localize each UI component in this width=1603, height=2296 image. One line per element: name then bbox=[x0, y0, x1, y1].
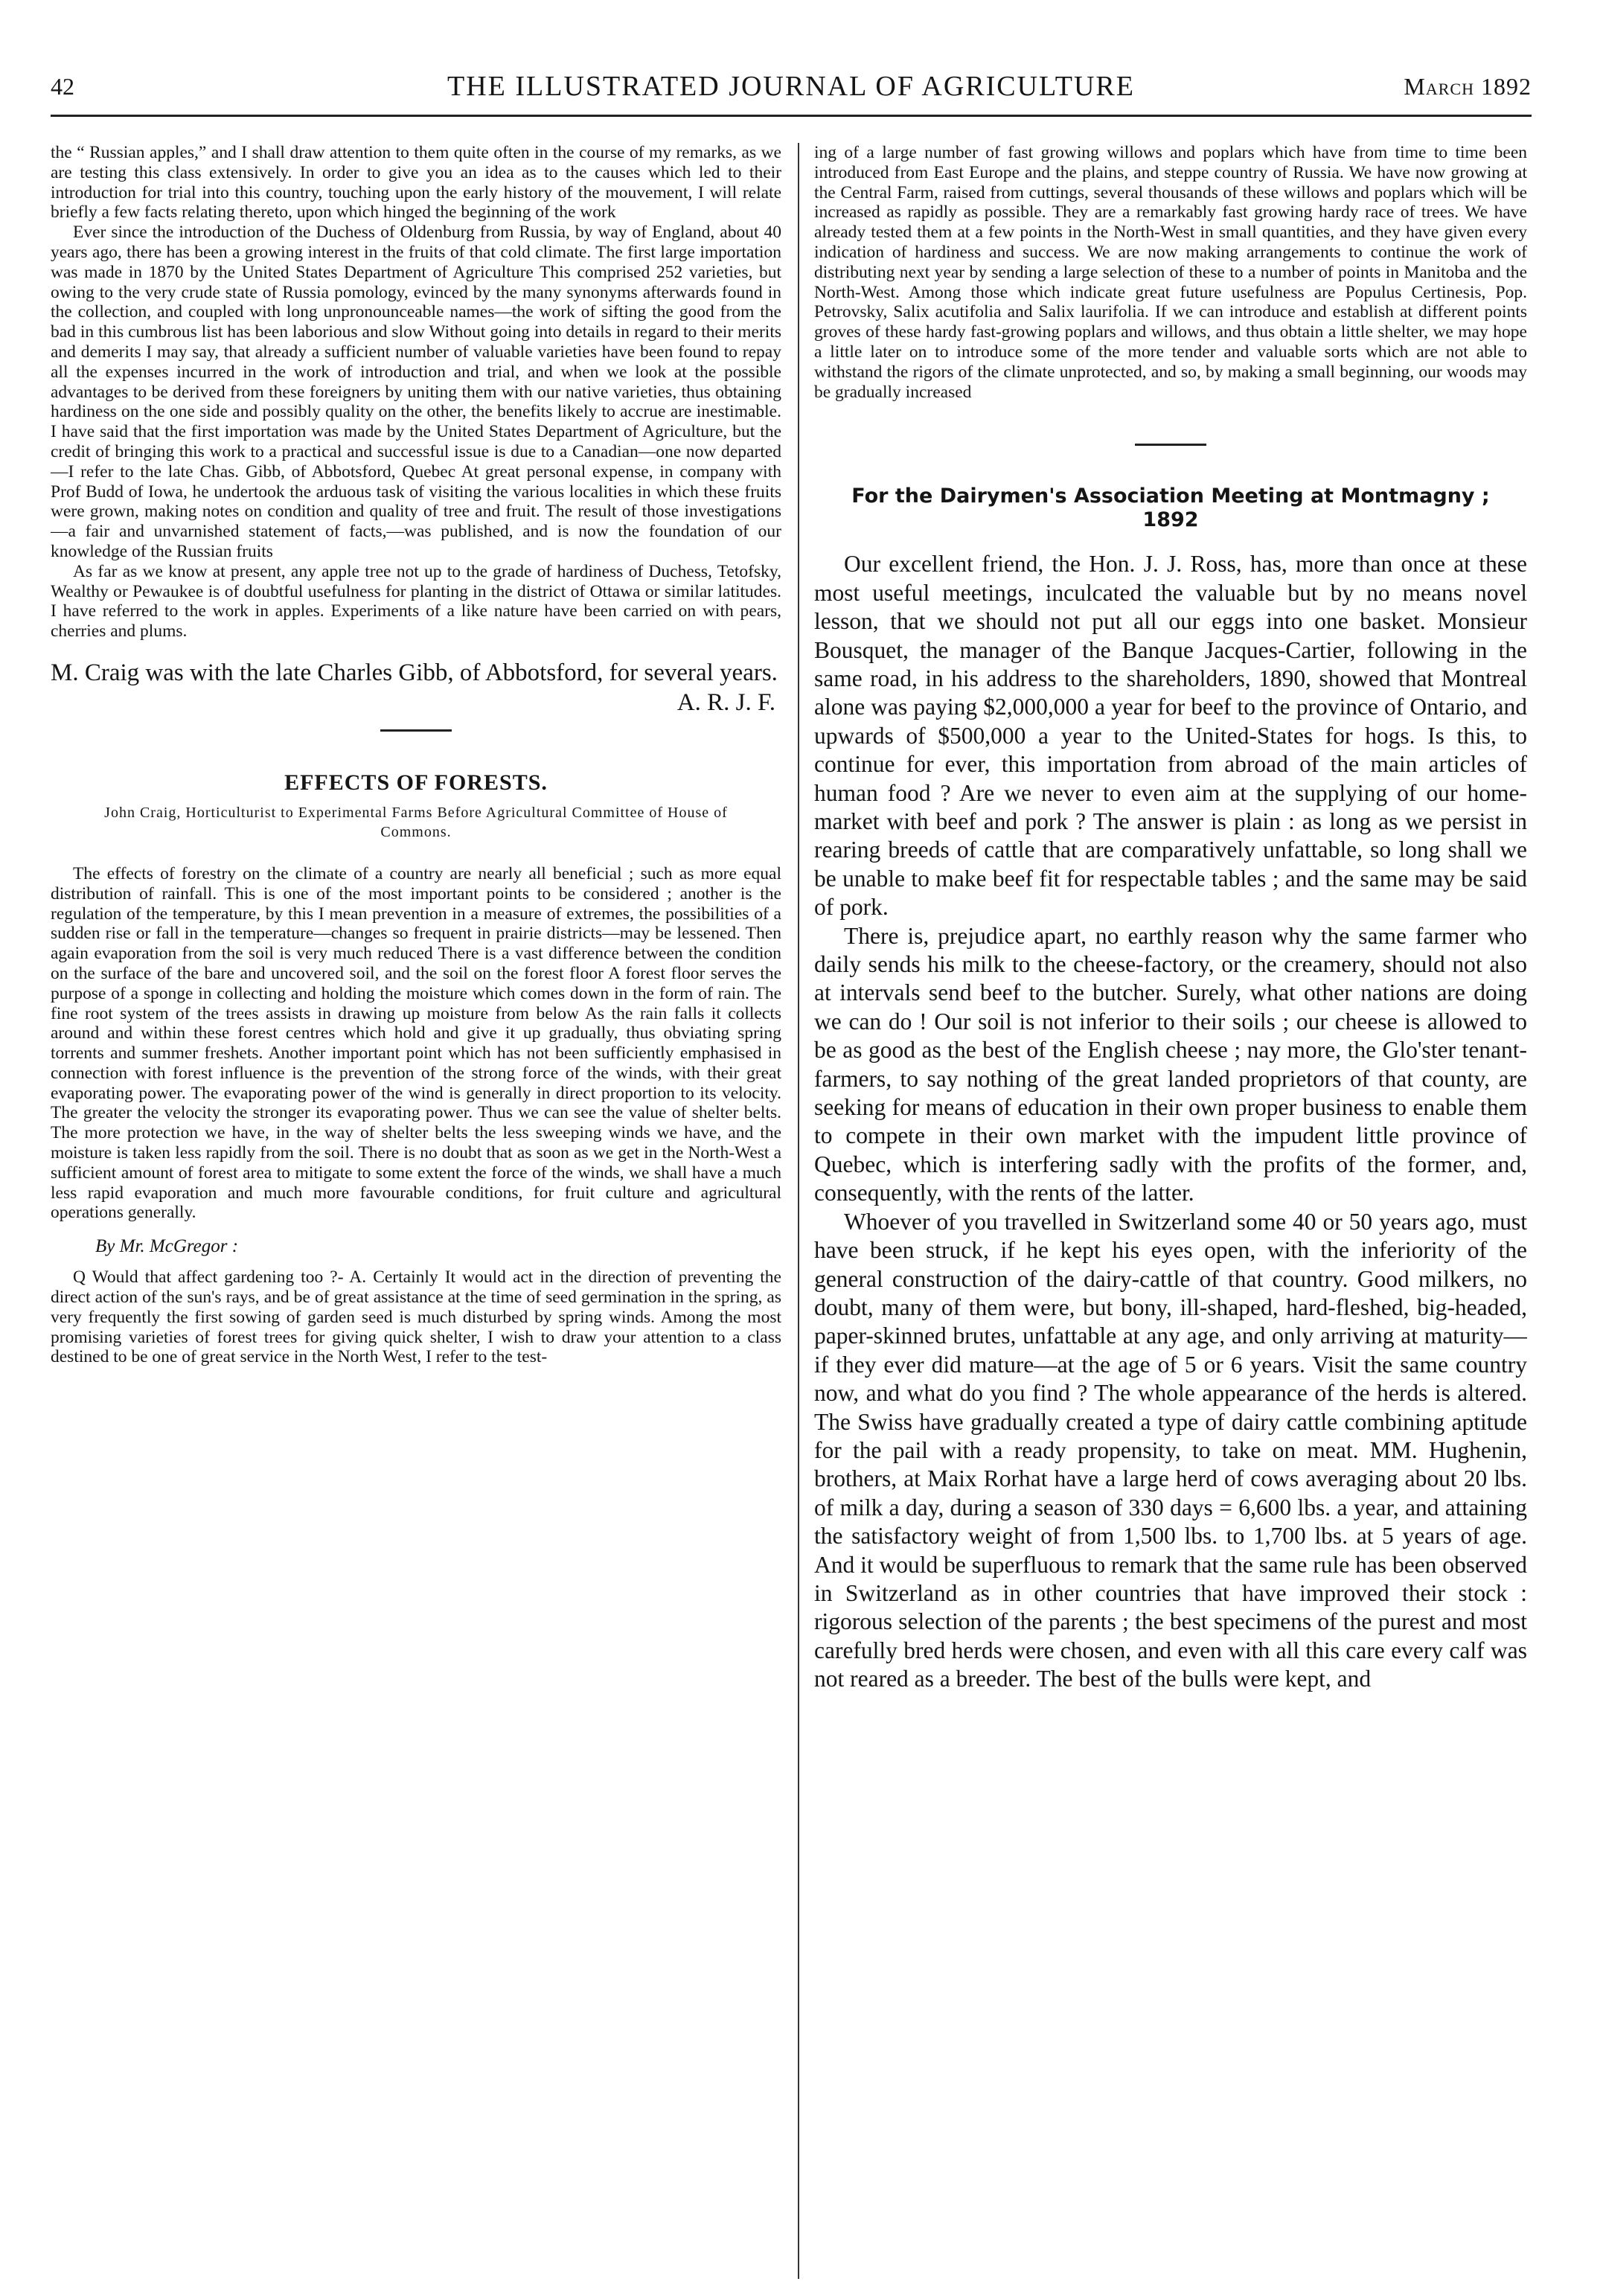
article-title: For the Dairymen's Association Meeting at Montmagny ; 1892 bbox=[851, 485, 1490, 532]
article-paragraph: There is, prejudice apart, no earthly reason why the same farmer who daily sends his milk to the cheese-factory, or the creamery, should not also at intervals send beef to the butcher. Surely, what other nations are doing we can do ! Our soil is not inferior to their soils ; our cheese is allowed to be as good as the best of the English cheese ; nay more, the Glo'ster tenant-farmers, to say nothing of the great landed proprietors of that county, are seeking for means of education in their own proper business to enable them to compete in their own market with the impudent little province of Quebec, which is interfering sadly with the profits of the former, and, consequently, with the rents of the latter. bbox=[814, 922, 1527, 1206]
article-paragraph: Whoever of you travelled in Switzerland some 40 or 50 years ago, must have been struck, if he kept his eyes open, with the inferiority of the general construction of the dairy-cattle of that country. Good milkers, no doubt, many of them were, but bony, ill-shaped, hard-fleshed, big-headed, paper-skinned brutes, unfattable at any age, and only arriving at maturity—if they ever did mature—at the age of 5 or 6 years. Visit the same country now, and what do you find ? The whole appearance of the herds is altered. The Swiss have gradually created a type of dairy cattle combining aptitude for the pail with a ready propensity, to take on meat. MM. Hughenin, brothers, at Maix Rorhat have a large herd of cows averaging about 20 lbs. of milk a day, during a season of 330 days = 6,600 lbs. a year, and attaining the satisfactory weight of from 1,500 lbs. to 1,700 lbs. at 5 years of age. And it would be superfluous to remark that the same rule has been observed in Switzerland as in other countries that have improved their stock : rigorous selection of the parents ; the best specimens of the purest and most carefully bred herds were chosen, and even with all this care every calf was not reared as a breeder. The best of the bulls were kept, and bbox=[814, 1208, 1527, 1692]
section-divider bbox=[1135, 444, 1206, 446]
journal-title: THE ILLUSTRATED JOURNAL OF AGRICULTURE bbox=[447, 71, 1135, 102]
article-paragraph: Our excellent friend, the Hon. J. J. Ross, has, more than once at these most useful meetings, inculcated the valuable but by no means novel lesson, that we should not put all our eggs into one basket. Monsieur Bousquet, the manager of the Banque Jacques-Cartier, following in the same road, in his address to the shareholders, 1890, showed that Montreal alone was paying $2,000,000 a year for beef to the province of Ontario, and upwards of $500,000 a year to the United-States for hogs. Is this, to continue for ever, this importation from abroad of the main articles of human food ? Are we never to even aim at the supplying of our home-market with beef and pork ? The answer is plain : as long as we persist in rearing breeds of cattle that are comparatively unfattable, so long shall we be unable to make beef fit for respectable tables ; and the same may be said of pork. bbox=[814, 551, 1527, 921]
article-byline: John Craig, Horticulturist to Experimental Farms Before Agricultural Committee of House of Commons. bbox=[104, 804, 728, 840]
page-number: 42 bbox=[51, 73, 74, 100]
issue-date: March 1892 bbox=[1404, 73, 1532, 100]
editor-initials: A. R. J. F. bbox=[676, 688, 775, 716]
page-header bbox=[51, 70, 1532, 115]
editor-note bbox=[51, 658, 781, 716]
editor-note-text: M. Craig was with the late Charles Gibb, of Abbotsford, for several years. bbox=[51, 659, 778, 686]
article-title: EFFECTS OF FORESTS. bbox=[284, 770, 548, 795]
left-column bbox=[51, 143, 781, 2279]
section-divider bbox=[380, 729, 452, 732]
header-rule bbox=[51, 115, 1532, 117]
article-continuation: ing of a large number of fast growing willows and poplars which have from time to time been introduced from East Europe and the plains, and steppe country of Russia. We have now growing at the Central Farm, raised from cuttings, several thousands of these willows and poplars which will be increased as rapidly as possible. They are a remarkably fast growing hardy race of trees. We have already tested them at a few points in the North-West in small quantities, and they have given every indication of hardiness and success. We are now making arrangements to continue the work of distributing next year by sending a large selection of these to a number of points in Manitoba and the North-West. Among those which indicate great future usefulness are Populus Certinesis, Pop. Petrovsky, Salix acutifolia and Salix laurifolia. If we can introduce and establish at different points groves of these hardy fast-growing poplars and willows, and thus obtain a little shelter, we may hope a little later on to introduce some of the more tender and valuable sorts which are not able to withstand the rigors of the climate unprotected, and so, by making a small beginning, our woods may be gradually increased bbox=[814, 143, 1527, 402]
article-paragraph: the “ Russian apples,” and I shall draw attention to them quite often in the course of my remarks, as we are testing this class extensively. In order to give you an idea as to the causes which led to their introduction for trial into this country, touching upon the early history of the mouvement, I will relate briefly a few facts relating thereto, upon which hinged the beginning of the work bbox=[51, 143, 781, 223]
right-column bbox=[814, 143, 1527, 2279]
article-paragraph: Ever since the introduction of the Duchess of Oldenburg from Russia, by way of England, about 40 years ago, there has been a growing interest in the fruits of that cold climate. The first large importation was made in 1870 by the United States Department of Agriculture This comprised 252 varieties, but owing to the very crude state of Russia pomology, evinced by the many synonyms afterwards found in the collection, and coupled with long unpronounceable names—the work of sifting the good from the bad in this cumbrous list has been laborious and slow Without going into details in regard to their merits and demerits I may say, that already a sufficient number of valuable varieties have been found to repay all the expenses incurred in the work of introduction and trial, and when we look at the possible advantages to be derived from these foreigners by uniting them with our native varieties, thus obtaining hardiness on the one side and possibly quality on the other, the benefits likely to accrue are inestimable. I have said that the first importation was made by the United States Department of Agriculture, but the credit of bringing this work to a practical and successful issue is due to a Canadian—one now departed—I refer to the late Chas. Gibb, of Abbotsford, Quebec At great personal expense, in company with Prof Budd of Iowa, he undertook the arduous task of visiting the various localities in which these fruits were grown, making notes on condition and quality of tree and fruit. The result of those investigations—a fair and unvarnished statement of facts,—was published, and is now the foundation of our knowledge of the Russian fruits bbox=[51, 223, 781, 561]
article-paragraph: As far as we know at present, any apple tree not up to the grade of hardiness of Duchess, Tetofsky, Wealthy or Pewaukee is of doubtful usefulness for planting in the district of Ottawa or similar latitudes. I have referred to the work in apples. Experiments of a like nature have been carried on with pears, cherries and plums. bbox=[51, 561, 781, 642]
question-answer-paragraph: Q Would that affect gardening too ?- A. Certainly It would act in the direction of preventing the direct action of the sun's rays, and be of great assistance at the time of seed germination in the spring, as very frequently the first sowing of garden seed is much disturbed by spring winds. Among the most promising varieties of forest trees for giving quick shelter, I wish to draw your attention to a class destined to be one of great service in the North West, I refer to the test- bbox=[51, 1267, 781, 1367]
dairymen-article bbox=[814, 485, 1527, 1693]
column-divider bbox=[798, 143, 799, 2279]
interviewer-label: By Mr. McGregor : bbox=[95, 1236, 239, 1257]
article-paragraph: The effects of forestry on the climate of a country are nearly all beneficial ; such as more equal distribution of rainfall. This is one of the most important points to be considered ; another is the regulation of the temperature, by this I mean prevention in a measure of extremes, the possibilities of a sudden rise or fall in the temperature—changes so frequent in prairie districts—may be lessened. Then again evaporation from the soil is very much reduced There is a vast difference between the condition on the surface of the bare and uncovered soil, and the soil on the forest floor A forest floor serves the purpose of a sponge in collecting and holding the moisture which comes down in the form of rain. The fine root system of the trees assists in drawing up moisture from below As the rain falls it collects around and within these forest centres which hold and give it up gradually, thus obviating spring torrents and summer freshets. Another important point which has not been sufficiently emphasised in connection with forest influence is the prevention of the strong force of the winds, with their great evaporating power. The evaporating power of the wind is generally in direct proportion to its velocity. The greater the velocity the stronger its evaporating power. Thus we can see the value of shelter belts. The more protection we have, in the way of shelter belts the less sweeping winds we have, and the moisture is taken less rapidly from the soil. There is no doubt that as soon as we get in the North-West a sufficient amount of forest area to mitigate to some extent the force of the winds, we shall have a much less rapid evaporation and much more favourable conditions, for fruit culture and agricultural operations generally. bbox=[51, 863, 781, 1223]
russian-apples-article bbox=[51, 143, 781, 716]
effects-of-forests-article bbox=[51, 770, 781, 1367]
